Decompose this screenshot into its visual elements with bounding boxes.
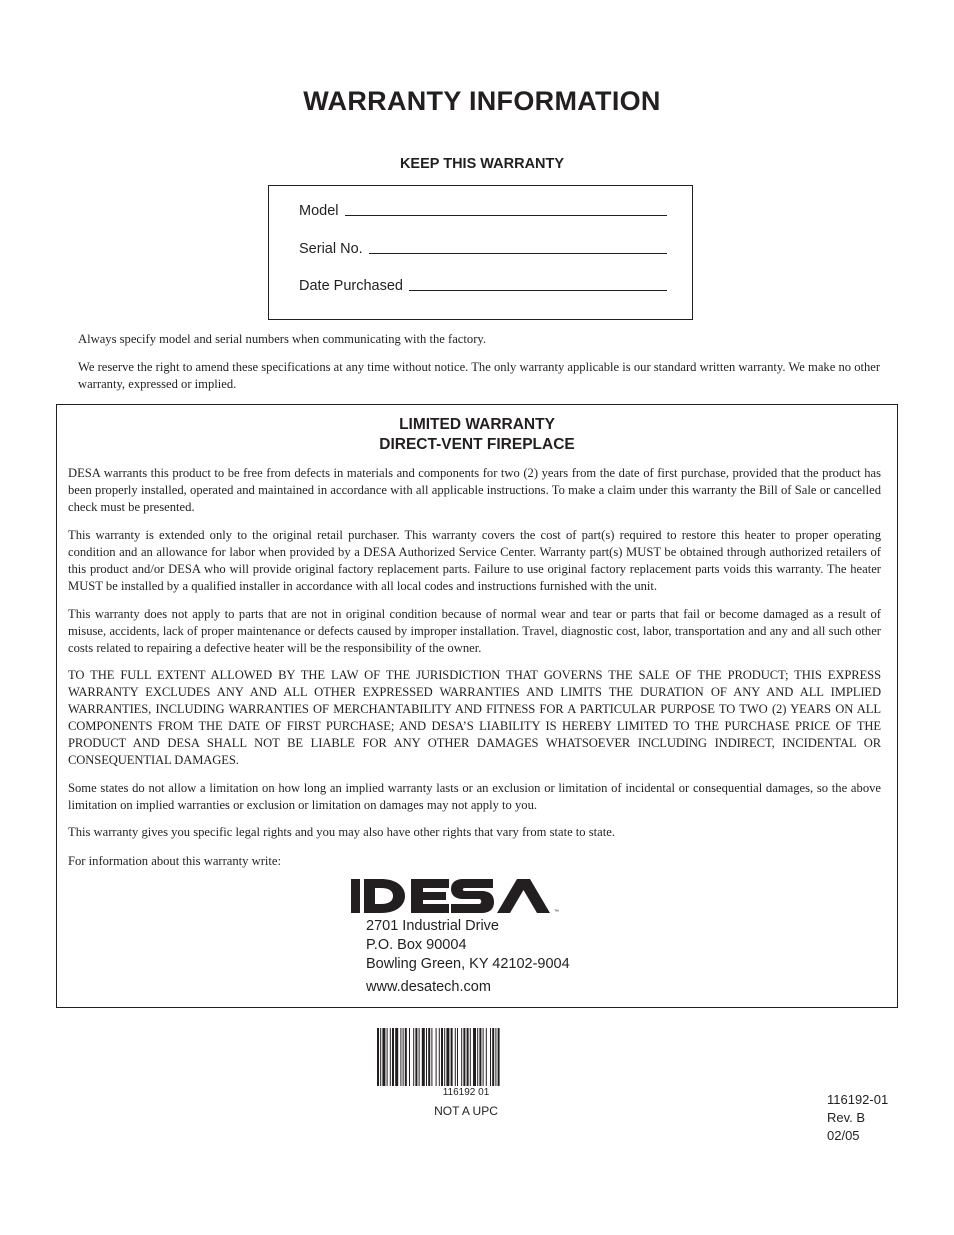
serial-line xyxy=(369,252,667,254)
warranty-paragraph: This warranty does not apply to parts that are not in original condition because of normal wear and tear or parts that fail or become damaged as a result of misuse, accidents, lack of proper maintenance or defects caused by improper installation. Travel, diagnostic cost, labor, transportation and any and all such other costs related to repairing a defective heater will be the responsibility of the owner. xyxy=(68,607,881,655)
factory-note: Always specify model and serial numbers when communicating with the factory. xyxy=(78,332,487,346)
warranty-record-box xyxy=(268,185,693,320)
amend-note: We reserve the right to amend these specifications at any time without notice. The only warranty applicable is our standard written warranty. We make no other warranty, expressed or implied. xyxy=(78,360,881,391)
heading-line-1: LIMITED WARRANTY xyxy=(399,416,555,433)
part-number: 116192-01 xyxy=(827,1092,889,1107)
warranty-paragraph: DESA warrants this product to be free from defects in materials and components for two (2) years from the date of first purchase, provided that the product has been properly installed, operated and maintained in accordance with all applicable instructions. To make a claim under this warranty the Bill of Sale or cancelled check must be presented. xyxy=(68,466,881,514)
limited-warranty-box xyxy=(56,404,898,1008)
barcode-number: 116192 01 xyxy=(442,1087,490,1098)
address-line: Bowling Green, KY 42102-9004 xyxy=(366,956,570,972)
not-a-upc-label: NOT A UPC xyxy=(434,1104,498,1118)
date-purchased-field[interactable] xyxy=(299,278,667,294)
trademark-symbol: ™ xyxy=(554,909,559,915)
document-info xyxy=(827,1091,888,1145)
model-field[interactable] xyxy=(299,203,667,219)
date-purchased-line xyxy=(409,289,667,291)
revision: Rev. B xyxy=(827,1110,866,1125)
desa-logo xyxy=(351,877,561,917)
model-label: Model xyxy=(299,203,339,219)
address-line: 2701 Industrial Drive xyxy=(366,918,499,934)
warranty-paragraph: TO THE FULL EXTENT ALLOWED BY THE LAW OF THE JURISDICTION THAT GOVERNS THE SALE OF THE PRODUCT; THIS EXPRESS WARRANTY EXCLUDES ANY AND ALL OTHER EXPRESSED WARRANTIES AND LIMITS THE DURATION OF ANY AND ALL IMPLIED WARRANTIES, INCLUDING WARRANTIES OF MERCHANTABILITY AND FITNESS FOR A PARTICULAR PURPOSE TO TWO (2) YEARS ON ALL COMPONENTS FROM THE DATE OF FIRST PURCHASE; AND DESA’S LIABILITY IS HEREBY LIMITED TO THE PURCHASE PRICE OF THE PRODUCT AND DESA SHALL NOT BE LIABLE FOR ANY OTHER DAMAGES WHATSOEVER INCLUDING INDIRECT, INCIDENTAL OR CONSEQUENTIAL DAMAGES. xyxy=(68,668,881,767)
keep-warranty-heading: KEEP THIS WARRANTY xyxy=(399,156,565,172)
page-title: WARRANTY INFORMATION xyxy=(303,86,661,116)
revision-date: 02/05 xyxy=(827,1128,860,1143)
website-link[interactable]: www.desatech.com xyxy=(366,979,491,995)
heading-line-2: DIRECT-VENT FIREPLACE xyxy=(379,436,575,453)
model-line xyxy=(345,214,668,216)
barcode-image xyxy=(377,1028,555,1088)
warranty-paragraph: For information about this warranty write: xyxy=(68,854,281,868)
warranty-paragraph: This warranty is extended only to the original retail purchaser. This warranty covers the cost of part(s) required to restore this heater to proper operating condition and an allowance for labor when provided by a DESA Authorized Service Center. Warranty part(s) MUST be obtained through authorized retailers of this product and/or DESA who will provide original factory replacement parts. Failure to use original factory replacement parts voids this warranty. The heater MUST be installed by a qualified installer in accordance with all local codes and instructions furnished with the unit. xyxy=(68,528,881,593)
serial-field[interactable] xyxy=(299,241,667,257)
date-purchased-label: Date Purchased xyxy=(299,278,403,294)
limited-warranty-heading xyxy=(57,415,897,455)
serial-label: Serial No. xyxy=(299,241,363,257)
warranty-paragraph: This warranty gives you specific legal rights and you may also have other rights that vary from state to state. xyxy=(68,825,615,839)
address-line: P.O. Box 90004 xyxy=(366,937,467,953)
warranty-paragraph: Some states do not allow a limitation on how long an implied warranty lasts or an exclusion or limitation of incidental or consequential damages, so the above limitation on implied warranties or exclusion or limitation on damages may not apply to you. xyxy=(68,781,881,812)
